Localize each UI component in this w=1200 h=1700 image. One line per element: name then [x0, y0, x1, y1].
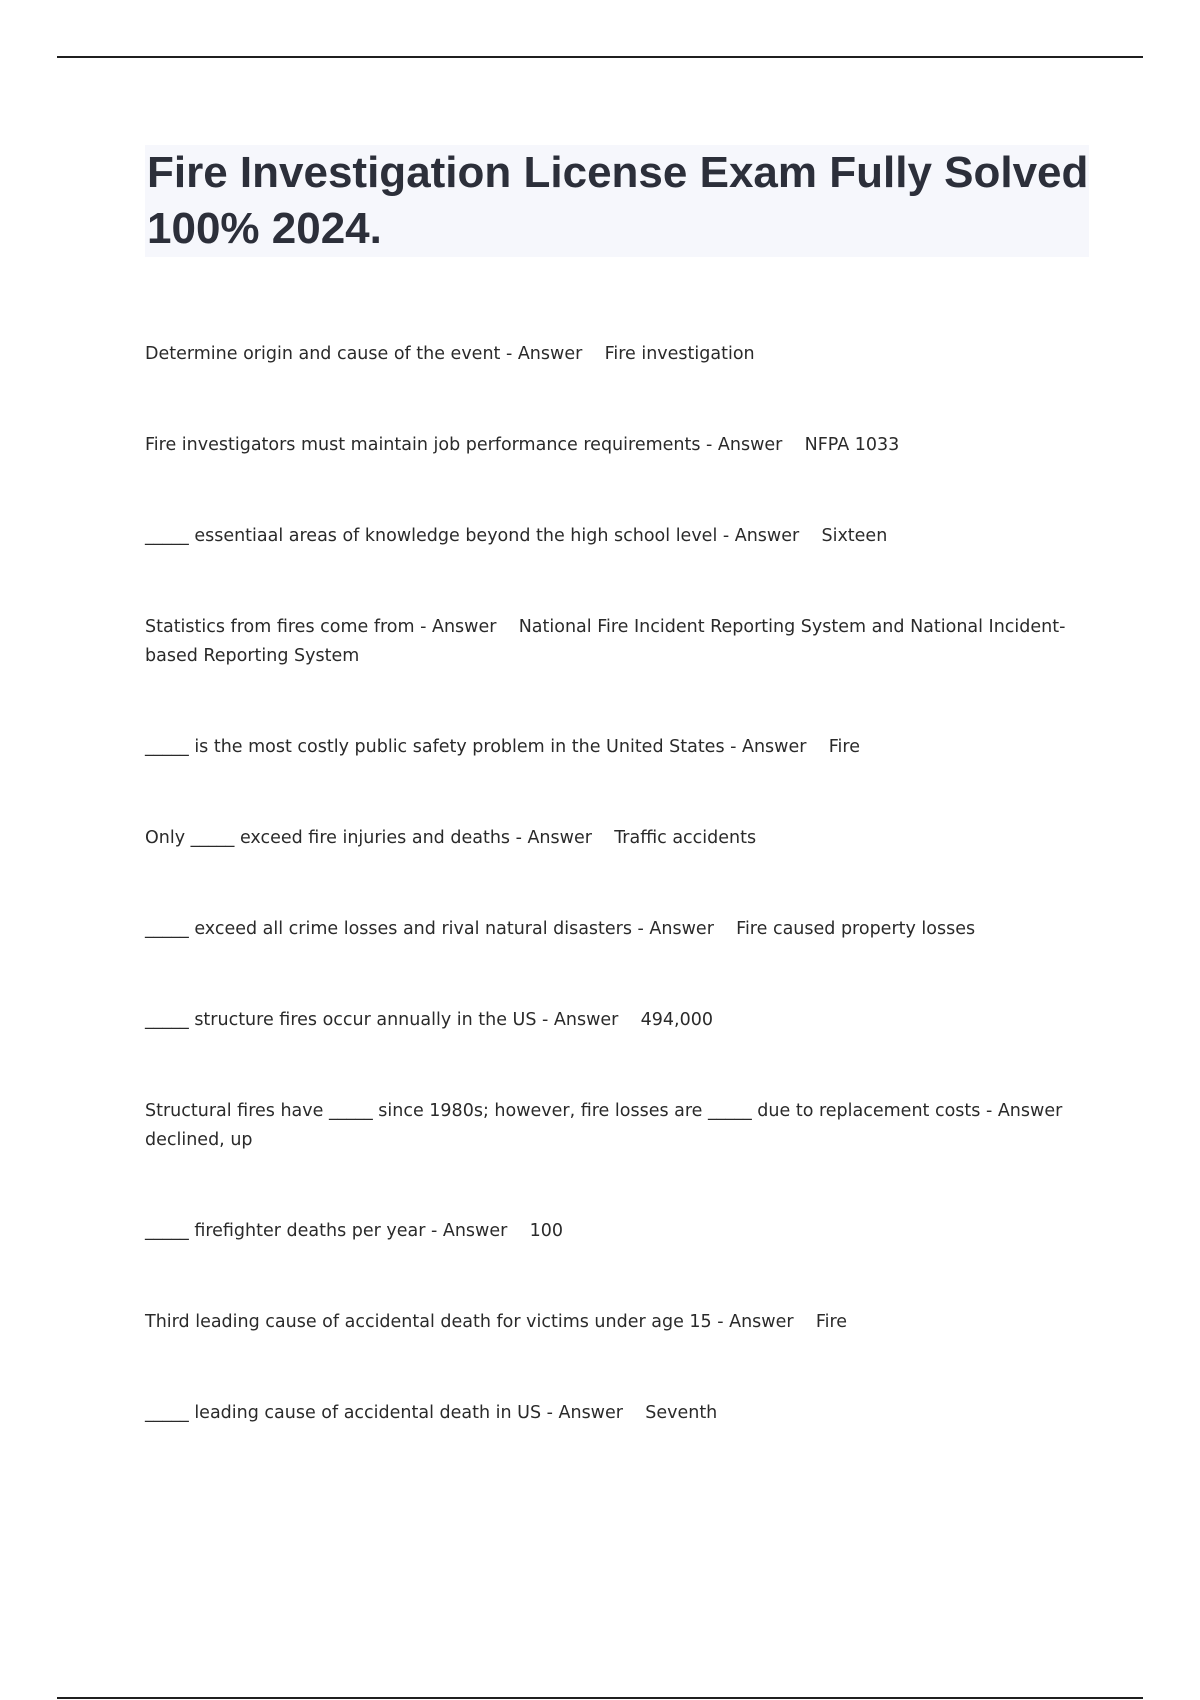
- qa-question: Only _____ exceed fire injuries and deaths - Answer: [145, 828, 592, 848]
- qa-question: _____ leading cause of accidental death in US - Answer: [145, 1403, 623, 1423]
- qa-answer: Traffic accidents: [614, 828, 757, 848]
- document-title: Fire Investigation License Exam Fully Solved 100% 2024.: [147, 148, 1089, 253]
- qa-question: _____ essentiaal areas of knowledge beyond the high school level - Answer: [145, 526, 800, 546]
- qa-item: [145, 1308, 1090, 1337]
- qa-item: [145, 1399, 1090, 1428]
- qa-item: [145, 733, 1090, 762]
- qa-answer: Fire caused property losses: [736, 919, 976, 939]
- qa-question: Statistics from fires come from - Answer: [145, 617, 497, 637]
- qa-item: [145, 522, 1090, 551]
- qa-answer: Fire: [815, 1312, 848, 1332]
- qa-answer: 100: [529, 1221, 563, 1241]
- qa-question: _____ structure fires occur annually in the US - Answer: [145, 1010, 619, 1030]
- top-rule: [57, 56, 1143, 58]
- qa-answer: Sixteen: [821, 526, 888, 546]
- qa-item: [145, 1097, 1090, 1155]
- qa-item: [145, 824, 1090, 853]
- qa-question: _____ exceed all crime losses and rival natural disasters - Answer: [145, 919, 714, 939]
- qa-question: Structural fires have _____ since 1980s; however, fire losses are _____ due to replacement costs - Answer: [145, 1101, 1063, 1121]
- qa-answer: Fire: [828, 737, 860, 757]
- qa-item: [145, 1217, 1090, 1246]
- qa-question: Determine origin and cause of the event - Answer: [145, 344, 583, 364]
- qa-question: _____ is the most costly public safety problem in the United States - Answer: [145, 737, 807, 757]
- qa-question: Fire investigators must maintain job performance requirements - Answer: [145, 435, 783, 455]
- qa-answer: NFPA 1033: [804, 435, 900, 455]
- qa-answer: Seventh: [645, 1403, 718, 1423]
- qa-item: [145, 613, 1090, 671]
- qa-answer: 494,000: [640, 1010, 713, 1030]
- qa-item: [145, 431, 1090, 460]
- qa-answer: National Fire Incident Reporting System and National Incident-based Reporting System: [145, 617, 1066, 666]
- qa-item: [145, 915, 1090, 944]
- qa-answer: Fire investigation: [604, 344, 755, 364]
- title-block: [145, 145, 1089, 257]
- bottom-rule: [57, 1697, 1143, 1699]
- qa-list: [145, 340, 1090, 1428]
- qa-answer: declined, up: [145, 1130, 253, 1150]
- qa-item: [145, 340, 1090, 369]
- qa-question: _____ firefighter deaths per year - Answer: [145, 1221, 508, 1241]
- qa-item: [145, 1006, 1090, 1035]
- qa-question: Third leading cause of accidental death for victims under age 15 - Answer: [145, 1312, 794, 1332]
